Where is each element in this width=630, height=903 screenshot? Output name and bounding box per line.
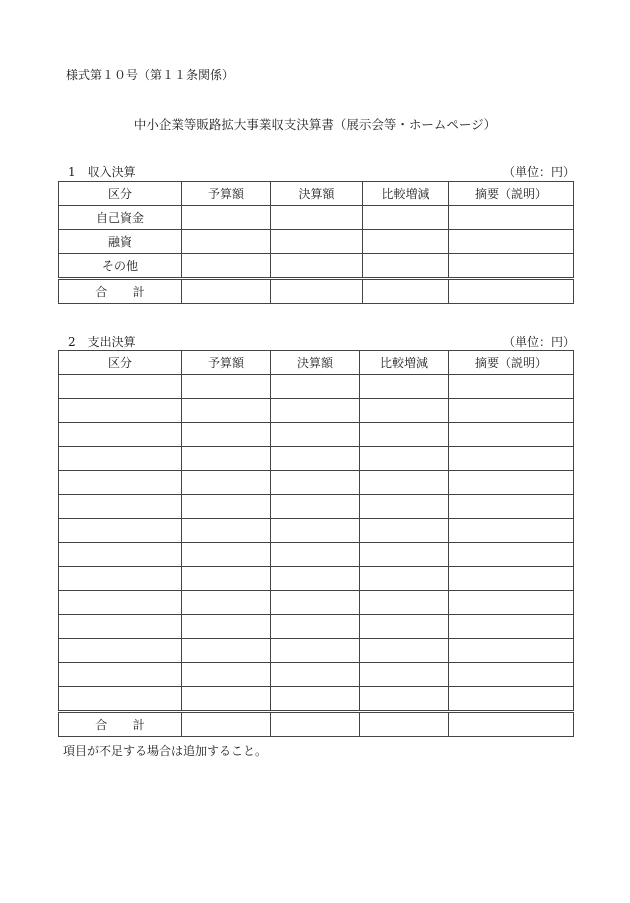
table-cell[interactable] [59, 471, 182, 495]
expense-header-row [59, 351, 574, 375]
table-row [59, 423, 574, 447]
income-header-row [59, 182, 574, 206]
table-cell[interactable] [59, 663, 182, 687]
table-cell[interactable] [360, 687, 449, 712]
table-cell[interactable] [182, 495, 271, 519]
row-label: 融資 [59, 230, 182, 254]
table-cell[interactable] [271, 254, 363, 279]
table-cell[interactable] [271, 591, 360, 615]
table-cell[interactable] [59, 591, 182, 615]
table-cell[interactable] [59, 375, 182, 399]
table-cell[interactable] [271, 447, 360, 471]
table-cell[interactable] [449, 279, 574, 304]
table-cell[interactable] [59, 543, 182, 567]
table-cell[interactable] [182, 471, 271, 495]
table-cell[interactable] [360, 519, 449, 543]
table-cell[interactable] [449, 615, 574, 639]
column-header: 決算額 [271, 351, 360, 375]
table-cell[interactable] [182, 279, 271, 304]
table-cell[interactable] [182, 567, 271, 591]
table-row [59, 687, 574, 712]
footnote: 項目が不足する場合は追加すること。 [63, 744, 268, 758]
table-cell[interactable] [271, 399, 360, 423]
table-cell[interactable] [363, 230, 449, 254]
column-header: 摘要（説明） [449, 351, 574, 375]
table-cell[interactable] [271, 423, 360, 447]
table-cell[interactable] [182, 254, 271, 279]
table-cell[interactable] [59, 615, 182, 639]
table-cell[interactable] [182, 543, 271, 567]
table-cell[interactable] [59, 687, 182, 712]
table-cell[interactable] [59, 639, 182, 663]
table-row [59, 447, 574, 471]
table-cell[interactable] [182, 230, 271, 254]
table-cell[interactable] [182, 663, 271, 687]
column-header: 摘要（説明） [449, 182, 574, 206]
table-row [59, 543, 574, 567]
table-cell[interactable] [271, 567, 360, 591]
table-row [59, 639, 574, 663]
table-cell[interactable] [449, 543, 574, 567]
table-cell[interactable] [449, 567, 574, 591]
table-cell[interactable] [182, 615, 271, 639]
row-label: その他 [59, 254, 182, 279]
table-cell[interactable] [271, 495, 360, 519]
table-cell[interactable] [449, 519, 574, 543]
table-cell[interactable] [182, 519, 271, 543]
table-cell[interactable] [271, 543, 360, 567]
form-number: 様式第１０号（第１１条関係） [66, 68, 235, 82]
table-row [59, 375, 574, 399]
table-row [59, 519, 574, 543]
table-cell[interactable] [182, 206, 271, 230]
column-header: 区分 [59, 351, 182, 375]
table-row [59, 206, 574, 230]
table-cell[interactable] [449, 254, 574, 279]
table-cell[interactable] [449, 399, 574, 423]
table-cell[interactable] [363, 254, 449, 279]
table-cell[interactable] [360, 639, 449, 663]
table-cell[interactable] [182, 712, 271, 737]
table-cell[interactable] [182, 375, 271, 399]
table-cell[interactable] [360, 543, 449, 567]
column-header: 区分 [59, 182, 182, 206]
table-cell[interactable] [449, 471, 574, 495]
table-cell[interactable] [182, 423, 271, 447]
table-cell[interactable] [449, 447, 574, 471]
table-cell[interactable] [59, 447, 182, 471]
table-cell[interactable] [360, 712, 449, 737]
table-cell[interactable] [182, 591, 271, 615]
table-cell[interactable] [449, 495, 574, 519]
table-cell[interactable] [182, 447, 271, 471]
table-cell[interactable] [449, 423, 574, 447]
table-row [59, 495, 574, 519]
column-header: 比較増減 [360, 351, 449, 375]
table-row [59, 471, 574, 495]
table-cell[interactable] [449, 712, 574, 737]
income-section-heading: 1 収入決算 [68, 165, 136, 179]
table-row [59, 591, 574, 615]
table-cell[interactable] [59, 399, 182, 423]
table-row [59, 663, 574, 687]
table-cell[interactable] [271, 279, 363, 304]
table-cell[interactable] [182, 399, 271, 423]
table-cell[interactable] [271, 639, 360, 663]
table-cell[interactable] [271, 663, 360, 687]
table-cell[interactable] [360, 399, 449, 423]
table-cell[interactable] [360, 591, 449, 615]
expense-table [58, 350, 574, 737]
table-cell[interactable] [449, 663, 574, 687]
table-cell[interactable] [59, 423, 182, 447]
document-title: 中小企業等販路拡大事業収支決算書（展示会等・ホームページ） [133, 117, 497, 132]
row-label: 自己資金 [59, 206, 182, 230]
table-cell[interactable] [271, 471, 360, 495]
table-cell[interactable] [271, 687, 360, 712]
table-cell[interactable] [363, 206, 449, 230]
table-cell[interactable] [360, 447, 449, 471]
table-cell[interactable] [360, 615, 449, 639]
table-cell[interactable] [449, 375, 574, 399]
table-cell[interactable] [360, 567, 449, 591]
table-cell[interactable] [59, 519, 182, 543]
total-label: 合 計 [59, 279, 182, 304]
table-row [59, 567, 574, 591]
table-cell[interactable] [271, 712, 360, 737]
table-row [59, 615, 574, 639]
table-cell[interactable] [271, 206, 363, 230]
table-cell[interactable] [59, 495, 182, 519]
table-row [59, 230, 574, 254]
table-cell[interactable] [449, 230, 574, 254]
table-cell[interactable] [449, 687, 574, 712]
expense-section-heading: 2 支出決算 [68, 335, 136, 349]
table-cell[interactable] [449, 206, 574, 230]
table-cell[interactable] [271, 615, 360, 639]
table-cell[interactable] [360, 471, 449, 495]
expense-total-row [59, 712, 574, 737]
table-cell[interactable] [182, 687, 271, 712]
table-cell[interactable] [360, 375, 449, 399]
table-cell[interactable] [363, 279, 449, 304]
table-cell[interactable] [271, 519, 360, 543]
table-cell[interactable] [360, 663, 449, 687]
table-cell[interactable] [449, 591, 574, 615]
table-row [59, 399, 574, 423]
income-table [58, 181, 574, 304]
table-cell[interactable] [59, 567, 182, 591]
table-row [59, 254, 574, 279]
income-total-row [59, 279, 574, 304]
table-cell[interactable] [182, 639, 271, 663]
expense-unit-label: （単位：円） [502, 335, 575, 349]
table-cell[interactable] [360, 495, 449, 519]
table-cell[interactable] [360, 423, 449, 447]
table-cell[interactable] [271, 230, 363, 254]
column-header: 決算額 [271, 182, 363, 206]
column-header: 比較増減 [363, 182, 449, 206]
column-header: 予算額 [182, 351, 271, 375]
column-header: 予算額 [182, 182, 271, 206]
total-label: 合 計 [59, 712, 182, 737]
table-cell[interactable] [271, 375, 360, 399]
table-cell[interactable] [449, 639, 574, 663]
income-unit-label: （単位：円） [502, 165, 575, 179]
